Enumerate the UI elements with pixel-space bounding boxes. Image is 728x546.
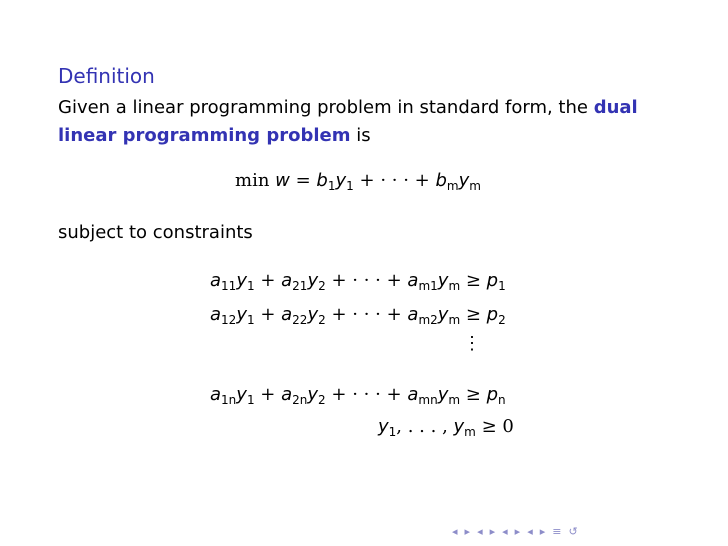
var-sub: 1	[246, 313, 255, 327]
op-dots: + · · · +	[325, 270, 408, 291]
op-geq: ≥	[460, 270, 487, 291]
var-sub: m	[448, 393, 461, 407]
coef: a	[210, 270, 222, 291]
var: y	[307, 304, 319, 325]
var: y	[437, 270, 449, 291]
definition-term: dual linear programming problem	[58, 97, 638, 146]
objective-plus: + · · · +	[353, 170, 436, 191]
var-sub: 2	[318, 393, 326, 407]
objective-ym-sub: m	[469, 179, 481, 193]
definition-text-after: is	[350, 125, 371, 146]
objective-eq: =	[289, 170, 317, 191]
var-sub: 1	[246, 393, 255, 407]
geq-zero: ≥ 0	[475, 416, 514, 437]
var-sub: 2	[318, 279, 326, 293]
coef-sub: m2	[418, 313, 438, 327]
var-sub: 2	[318, 313, 326, 327]
nav-prev-icon[interactable]: ◂	[527, 525, 533, 538]
nav-prev-subsection-icon[interactable]: ◂	[477, 525, 483, 538]
constraint-row-1	[210, 270, 506, 293]
var: y	[236, 304, 247, 325]
var-sub: m	[464, 425, 476, 439]
op-plus: +	[254, 384, 282, 405]
constraint-row-n	[210, 384, 506, 407]
op-geq: ≥	[460, 384, 487, 405]
coef: a	[407, 304, 419, 325]
rhs: p	[486, 304, 499, 325]
rhs-sub: n	[498, 393, 506, 407]
var: y	[453, 416, 465, 437]
coef: a	[210, 384, 222, 405]
nav-prev-frame-icon[interactable]: ▸	[464, 525, 471, 538]
var-sub: m	[448, 279, 461, 293]
ellipsis: , . . . ,	[396, 416, 454, 437]
coef: a	[210, 304, 222, 325]
definition-title: Definition	[58, 64, 155, 88]
coef-sub: 11	[221, 279, 237, 293]
objective-y1: y	[335, 170, 347, 191]
objective-bm-sub: m	[446, 179, 459, 193]
op-plus: +	[254, 270, 282, 291]
objective-ym: y	[458, 170, 470, 191]
definition-text	[58, 94, 678, 150]
var-sub: m	[448, 313, 461, 327]
coef-sub: m1	[418, 279, 438, 293]
coef-sub: 2n	[292, 393, 308, 407]
op-geq: ≥	[460, 304, 487, 325]
coef-sub: 22	[292, 313, 308, 327]
rhs: p	[486, 384, 499, 405]
objective-b1-sub: 1	[327, 179, 336, 193]
coef: a	[407, 384, 419, 405]
objective-w: w	[275, 170, 290, 191]
var: y	[437, 304, 449, 325]
constraint-row-2	[210, 304, 506, 327]
subject-to-label: subject to constraints	[58, 222, 253, 243]
nav-next-icon[interactable]: ▸	[539, 525, 546, 538]
var: y	[437, 384, 449, 405]
var: y	[307, 384, 319, 405]
nav-first-icon[interactable]: ◂	[452, 525, 458, 538]
objective-b1: b	[316, 170, 328, 191]
var: y	[307, 270, 319, 291]
beamer-navigation	[452, 525, 578, 538]
definition-text-before: Given a linear programming problem in standard form, the	[58, 97, 594, 118]
coef: a	[281, 304, 293, 325]
objective-min: min	[235, 170, 270, 191]
coef-sub: 21	[292, 279, 308, 293]
vertical-ellipsis: ⋮	[463, 333, 481, 354]
var: y	[236, 384, 247, 405]
var: y	[378, 416, 389, 437]
rhs-sub: 1	[498, 279, 506, 293]
nav-toc-icon[interactable]: ≡	[552, 525, 562, 538]
nav-prev-section-icon[interactable]: ◂	[502, 525, 508, 538]
nav-next-section-icon[interactable]: ▸	[514, 525, 521, 538]
op-dots: + · · · +	[325, 384, 408, 405]
objective-bm: b	[435, 170, 447, 191]
op-dots: + · · · +	[325, 304, 408, 325]
var-sub: 1	[246, 279, 255, 293]
coef: a	[407, 270, 419, 291]
coef-sub: 1n	[221, 393, 237, 407]
coef-sub: mn	[418, 393, 438, 407]
rhs-sub: 2	[498, 313, 506, 327]
op-plus: +	[254, 304, 282, 325]
coef-sub: 12	[221, 313, 237, 327]
rhs: p	[486, 270, 499, 291]
nonnegativity-constraint	[378, 416, 514, 439]
var-sub: 1	[388, 425, 397, 439]
objective-y1-sub: 1	[346, 179, 354, 193]
coef: a	[281, 270, 293, 291]
objective-function	[235, 170, 481, 193]
coef: a	[281, 384, 293, 405]
var: y	[236, 270, 247, 291]
nav-next-subsection-icon[interactable]: ▸	[489, 525, 496, 538]
nav-search-icon[interactable]: ↺	[568, 525, 578, 538]
